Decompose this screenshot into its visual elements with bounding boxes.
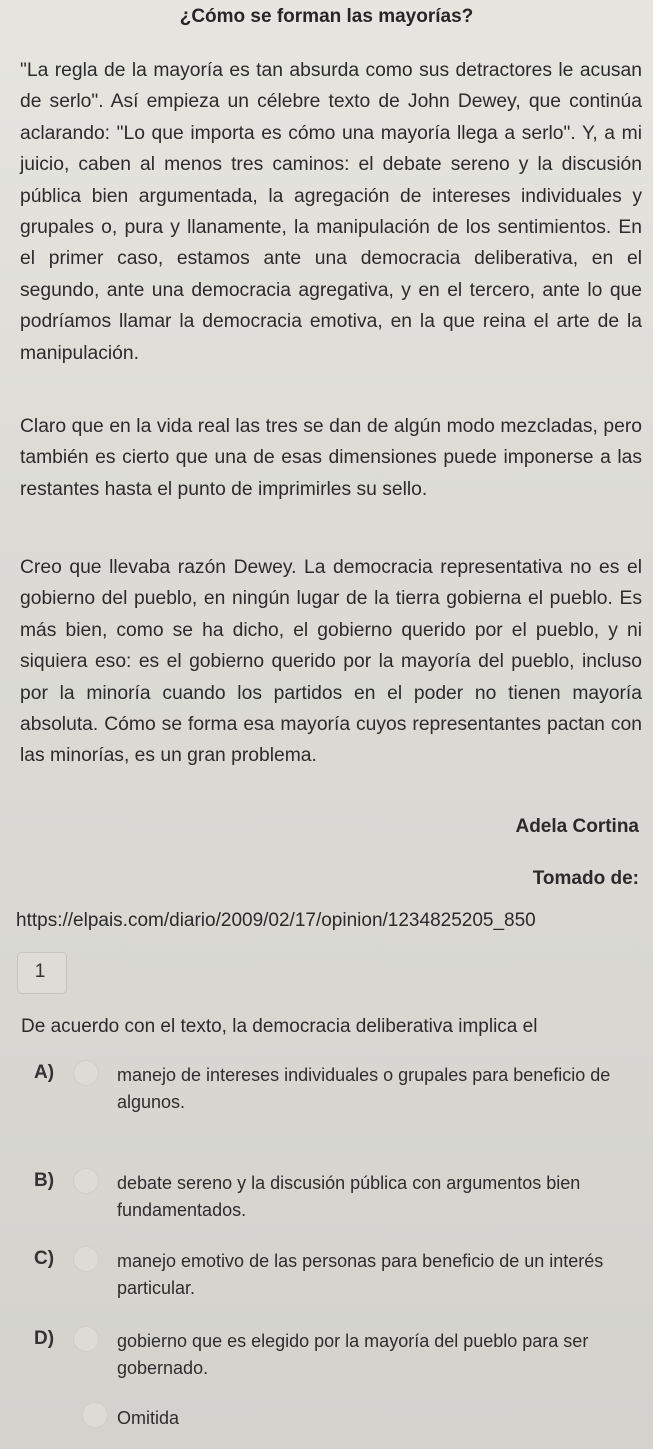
omit-label: Omitida: [117, 1408, 180, 1428]
article-paragraph-2: Claro que en la vida real las tres se dan de algún modo mezcladas, pero también es cierto que una de esas dimensiones puede imponerse a las restantes hasta el punto de imprimirles su sello.: [20, 416, 642, 500]
source-url: https://elpais.com/diario/2009/02/17/opinion/1234825205_850: [16, 910, 536, 931]
article-paragraph-1: "La regla de la mayoría es tan absurda como sus detractores le acusan de serlo". Así empieza un célebre texto de John Dewey, que continúa aclarando: "Lo que importa es cómo una mayoría llega a serlo". Y, a mi juicio, caben al menos tres caminos: el debate sereno y la discusión pública bien argumentada, la agregación de intereses individuales y grupales o, pura y llanamente, la manipulación de los sentimientos. En el primer caso, estamos ante una democracia deliberativa, en el segundo, ante una democracia agregativa, y en el tercero, ante lo que podríamos llamar la democracia emotiva, en la que reina el arte de la manipulación.: [20, 60, 642, 364]
radio-button-b[interactable]: [73, 1168, 99, 1194]
option-text: manejo de intereses individuales o grupales para beneficio de algunos.: [117, 1065, 611, 1112]
question-number: 1: [34, 961, 46, 982]
article-author: Adela Cortina: [515, 816, 639, 837]
option-letter: D): [34, 1328, 55, 1349]
option-letter: A): [34, 1062, 55, 1083]
option-text: manejo emotivo de las personas para beneficio de un interés particular.: [117, 1251, 604, 1298]
article-paragraph-3: Creo que llevaba razón Dewey. La democracia representativa no es el gobierno del pueblo, en ningún lugar de la tierra gobierna el pueblo. Es más bien, como se ha dicho, el gobierno querido por el pueblo, y ni siquiera eso: es el gobierno querido por la mayoría del pueblo, incluso por la minoría cuando los partidos en el poder no tienen mayoría absoluta. Cómo se forma esa mayoría cuyos representantes pactan con las minorías, es un gran problema.: [20, 557, 642, 767]
option-letter: B): [34, 1170, 55, 1191]
option-text: debate sereno y la discusión pública con argumentos bien fundamentados.: [117, 1173, 581, 1220]
question-prompt: De acuerdo con el texto, la democracia deliberativa implica el: [21, 1016, 538, 1037]
radio-button-a[interactable]: [73, 1060, 99, 1086]
article-title: ¿Cómo se forman las mayorías?: [179, 6, 474, 27]
option-text: gobierno que es elegido por la mayoría del pueblo para ser gobernado.: [117, 1331, 589, 1378]
option-letter: C): [34, 1248, 55, 1269]
radio-button-omit[interactable]: [82, 1402, 108, 1428]
radio-button-d[interactable]: [73, 1326, 99, 1352]
question-number-badge: [17, 952, 67, 994]
source-label: Tomado de:: [532, 868, 639, 889]
radio-button-c[interactable]: [73, 1246, 99, 1272]
